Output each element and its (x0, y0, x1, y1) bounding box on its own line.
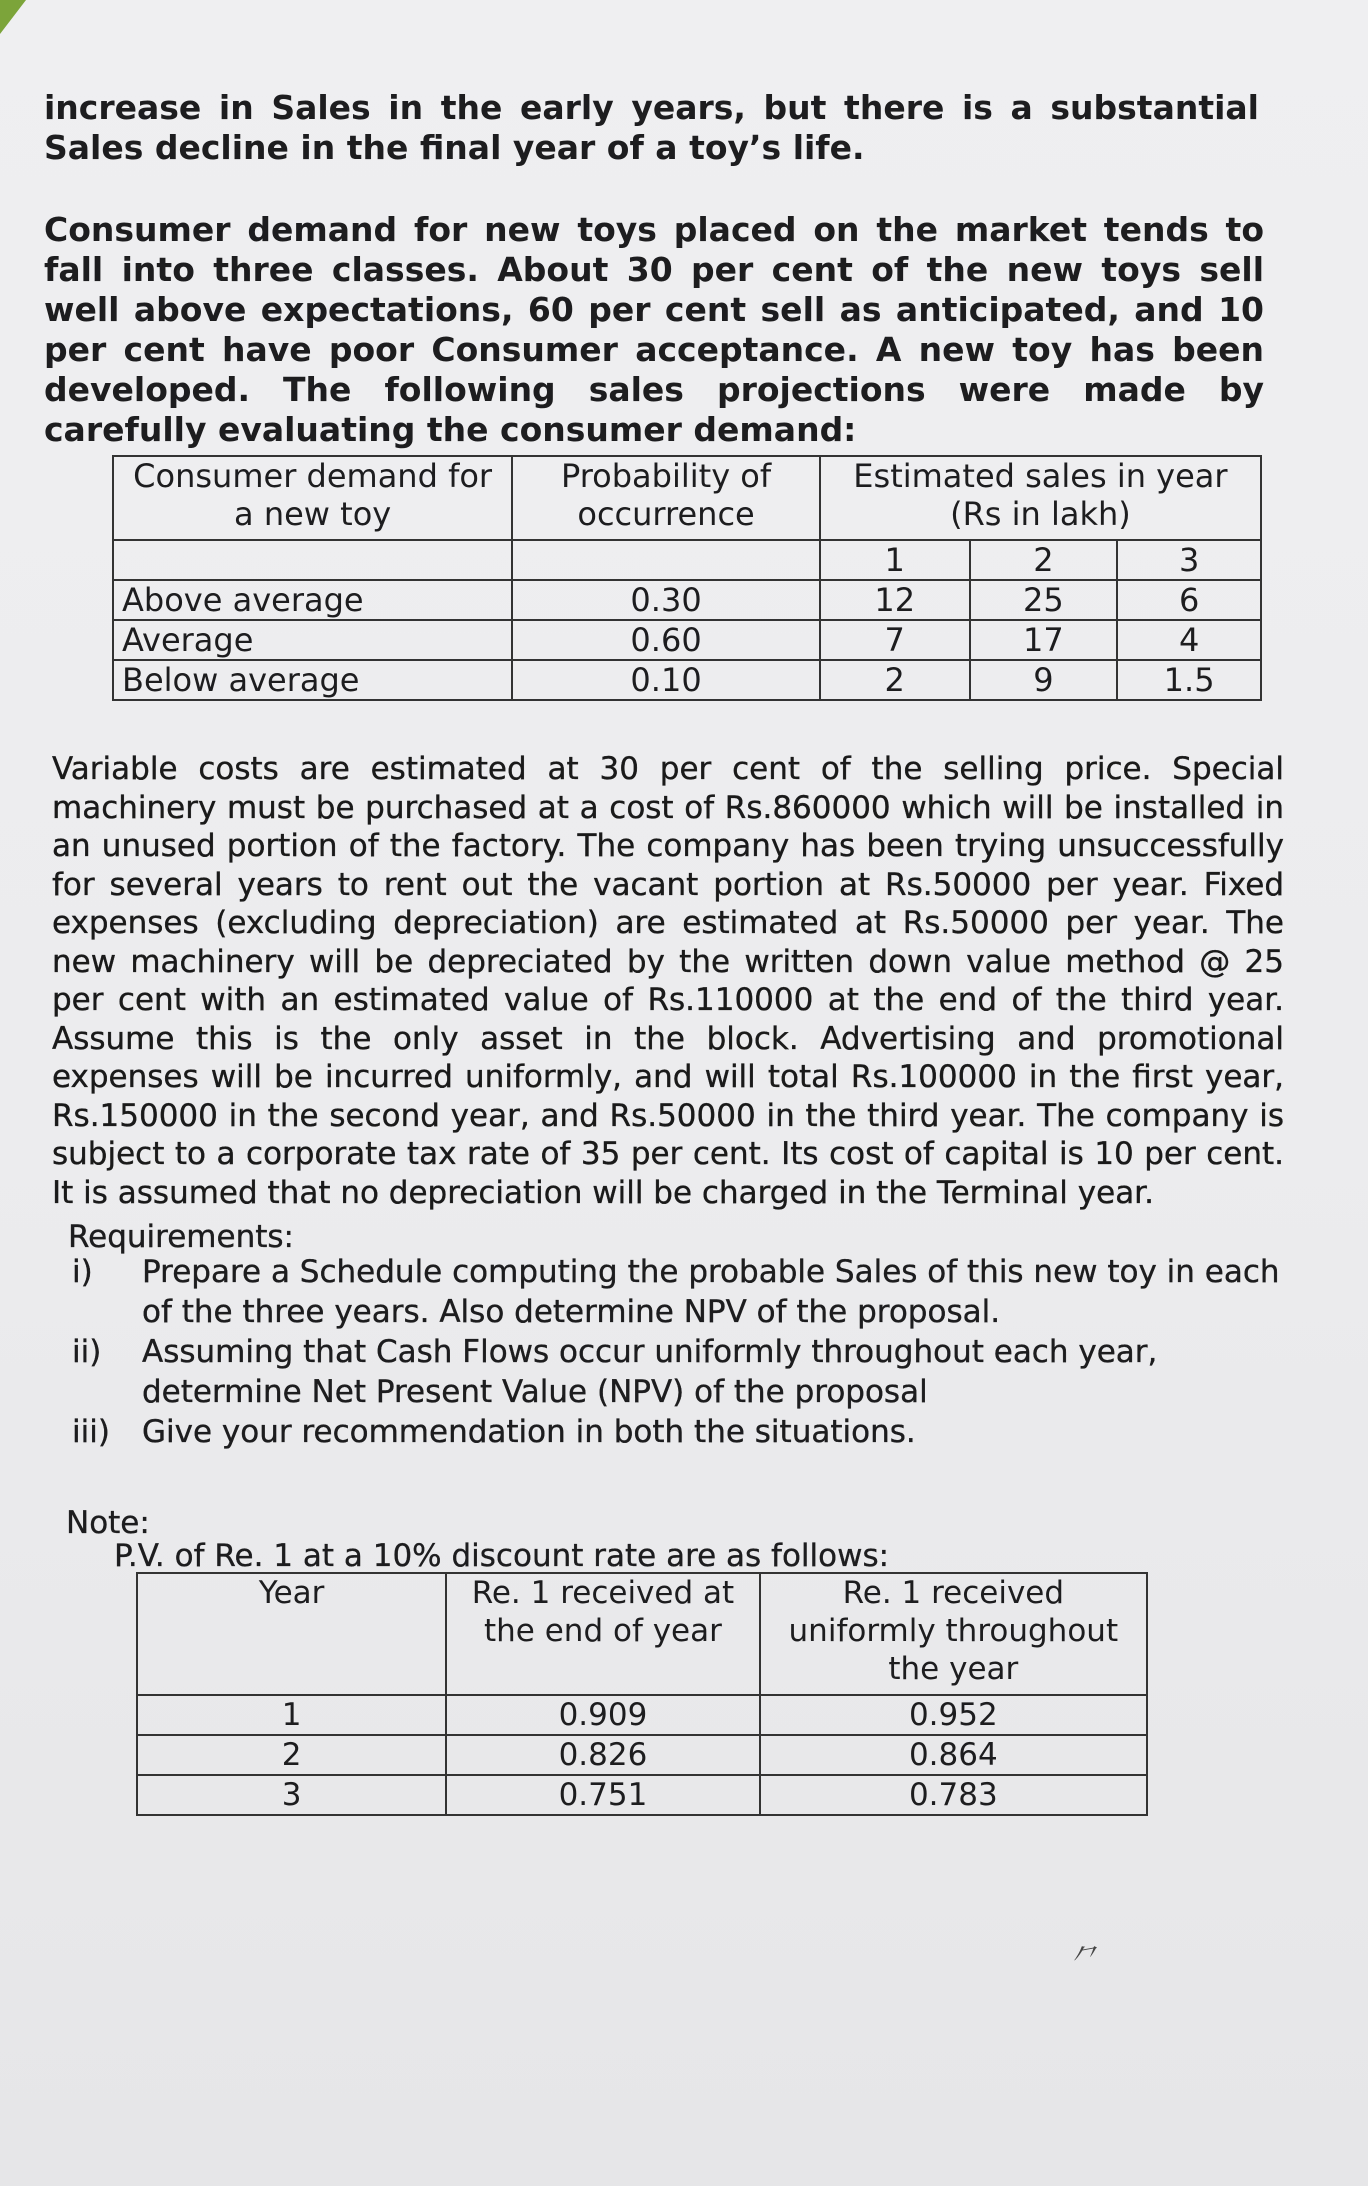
header-year: Year (137, 1573, 446, 1695)
demand-label: Average (113, 620, 512, 660)
header-estimated-sales: Estimated sales in year (Rs in lakh) (820, 456, 1261, 540)
table-row (113, 620, 1261, 660)
demand-paragraph: Consumer demand for new toys placed on the market tends to fall into three classes. About 30 per cent of the new toys sell well above expectations, 60 per cent sell as anticipated, and 10 per cent have poor Consumer acceptance. A new toy has been developed. The following sales projections were made by carefully evaluating the consumer demand: (44, 210, 1264, 449)
uniform-factor: 0.783 (760, 1775, 1147, 1815)
list-item (72, 1332, 1312, 1412)
sales-value: 12 (820, 580, 970, 620)
sales-value: 2 (820, 660, 970, 700)
demand-label: Below average (113, 660, 512, 700)
table-row (113, 660, 1261, 700)
requirements-list (72, 1252, 1312, 1452)
item-text: Prepare a Schedule computing the probable Sales of this new toy in each of the three years. Also determine NPV of the proposal. (142, 1254, 1280, 1330)
sales-value: 25 (970, 580, 1118, 620)
probability-value: 0.60 (512, 620, 820, 660)
header-uniform: Re. 1 received uniformly throughout the year (760, 1573, 1147, 1695)
requirements-heading: Requirements: (68, 1219, 294, 1255)
sales-value: 7 (820, 620, 970, 660)
empty-cell (512, 540, 820, 580)
end-factor: 0.909 (446, 1695, 759, 1735)
year-header: 2 (970, 540, 1118, 580)
year-value: 1 (137, 1695, 446, 1735)
item-number: iii) (72, 1414, 110, 1450)
uniform-factor: 0.864 (760, 1735, 1147, 1775)
list-item (72, 1412, 1312, 1452)
item-text: Give your recommendation in both the situations. (142, 1414, 916, 1450)
table-row (137, 1695, 1147, 1735)
sales-value: 4 (1117, 620, 1261, 660)
header-demand: Consumer demand for a new toy (113, 456, 512, 540)
probability-value: 0.30 (512, 580, 820, 620)
year-header: 1 (820, 540, 970, 580)
pv-factor-table (136, 1572, 1148, 1816)
list-item (72, 1252, 1312, 1332)
uniform-factor: 0.952 (760, 1695, 1147, 1735)
header-end-of-year: Re. 1 received at the end of year (446, 1573, 759, 1695)
year-header: 3 (1117, 540, 1261, 580)
costs-paragraph: Variable costs are estimated at 30 per cent of the selling price. Special machinery must be purchased at a cost of Rs.860000 which will be installed in an unused portion of the factory. The company has been trying unsuccessfully for several years to rent out the vacant portion at Rs.50000 per year. Fixed expenses (excluding depreciation) are estimated at Rs.50000 per year. The new machinery will be depreciated by the written down value method @ 25 per cent with an estimated value of Rs.110000 at the end of the third year. Assume this is the only asset in the block. Advertising and promotional expenses will be incurred uniformly, and will total Rs.100000 in the first year, Rs.150000 in the second year, and Rs.50000 in the third year. The company is subject to a corporate tax rate of 35 per cent. Its cost of capital is 10 per cent. It is assumed that no depreciation will be charged in the Terminal year. (52, 751, 1284, 1211)
pen-mark: ⺈ (1069, 1940, 1106, 1981)
table-row (137, 1735, 1147, 1775)
item-text: Assuming that Cash Flows occur uniformly throughout each year, determine Net Present Value (NPV) of the proposal (142, 1334, 1158, 1410)
empty-cell (113, 540, 512, 580)
year-value: 3 (137, 1775, 446, 1815)
intro-paragraph: increase in Sales in the early years, but there is a substantial Sales decline in the final year of a toy’s life. (44, 88, 1259, 167)
end-factor: 0.826 (446, 1735, 759, 1775)
demand-label: Above average (113, 580, 512, 620)
probability-value: 0.10 (512, 660, 820, 700)
item-number: i) (72, 1254, 93, 1290)
year-value: 2 (137, 1735, 446, 1775)
pv-table-title: P.V. of Re. 1 at a 10% discount rate are as follows: (114, 1538, 890, 1574)
table-row (113, 580, 1261, 620)
sales-value: 1.5 (1117, 660, 1261, 700)
note-label: Note: (66, 1505, 150, 1541)
table-row (137, 1775, 1147, 1815)
sales-value: 17 (970, 620, 1118, 660)
header-probability: Probability of occurrence (512, 456, 820, 540)
end-factor: 0.751 (446, 1775, 759, 1815)
sales-value: 6 (1117, 580, 1261, 620)
sales-value: 9 (970, 660, 1118, 700)
item-number: ii) (72, 1334, 102, 1370)
sales-projection-table (112, 455, 1262, 701)
